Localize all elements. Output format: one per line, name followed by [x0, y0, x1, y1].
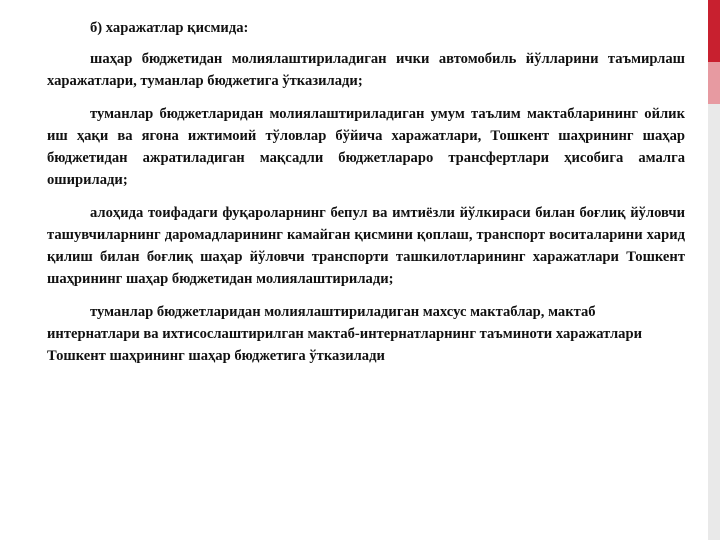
paragraph-road-repair: шаҳар бюджетидан молиялаштириладиган ички автомобиль йўлларини таъмирлаш харажатлари, туманлар бюджетига ўтказилади; — [47, 51, 685, 89]
paragraph-transport: алоҳида тоифадаги фуқароларнинг бепул ва имтиёзли йўлкираси билан боғлиқ йўловчи ташувчиларнинг даромадларининг камайган қисмини қоплаш, транспорт воситаларини харид қилиш билан боғлиқ шаҳар йўловчи транспорти ташкилотларининг харажатлари Тошкент шаҳрининг шаҳар бюджетидан молиялаштирилади; — [47, 205, 685, 287]
accent-pink-block — [708, 62, 720, 104]
accent-red-block — [708, 0, 720, 62]
document-body — [47, 17, 685, 378]
paragraph-school-salaries: туманлар бюджетларидан молиялаштириладиган умум таълим мактабларининг ойлик иш ҳақи ва ягона ижтимоий тўловлар бўйича харажатлари, Тошкент шаҳрининг шаҳар бюджетидан ажратиладиган мақсадли бюджетлараро трансфертлари ҳисобига амалга оширилади; — [47, 106, 685, 188]
section-heading: б) харажатлар қисмида: — [90, 20, 249, 36]
paragraph-special-schools: туманлар бюджетларидан молиялаштириладиган махсус мактаблар, мактаб интернатлари ва ихтисослаштирилган мактаб-интернатларнинг таъминоти харажатлари Тошкент шаҳрининг шаҳар бюджетига ўтказилади — [47, 304, 642, 364]
